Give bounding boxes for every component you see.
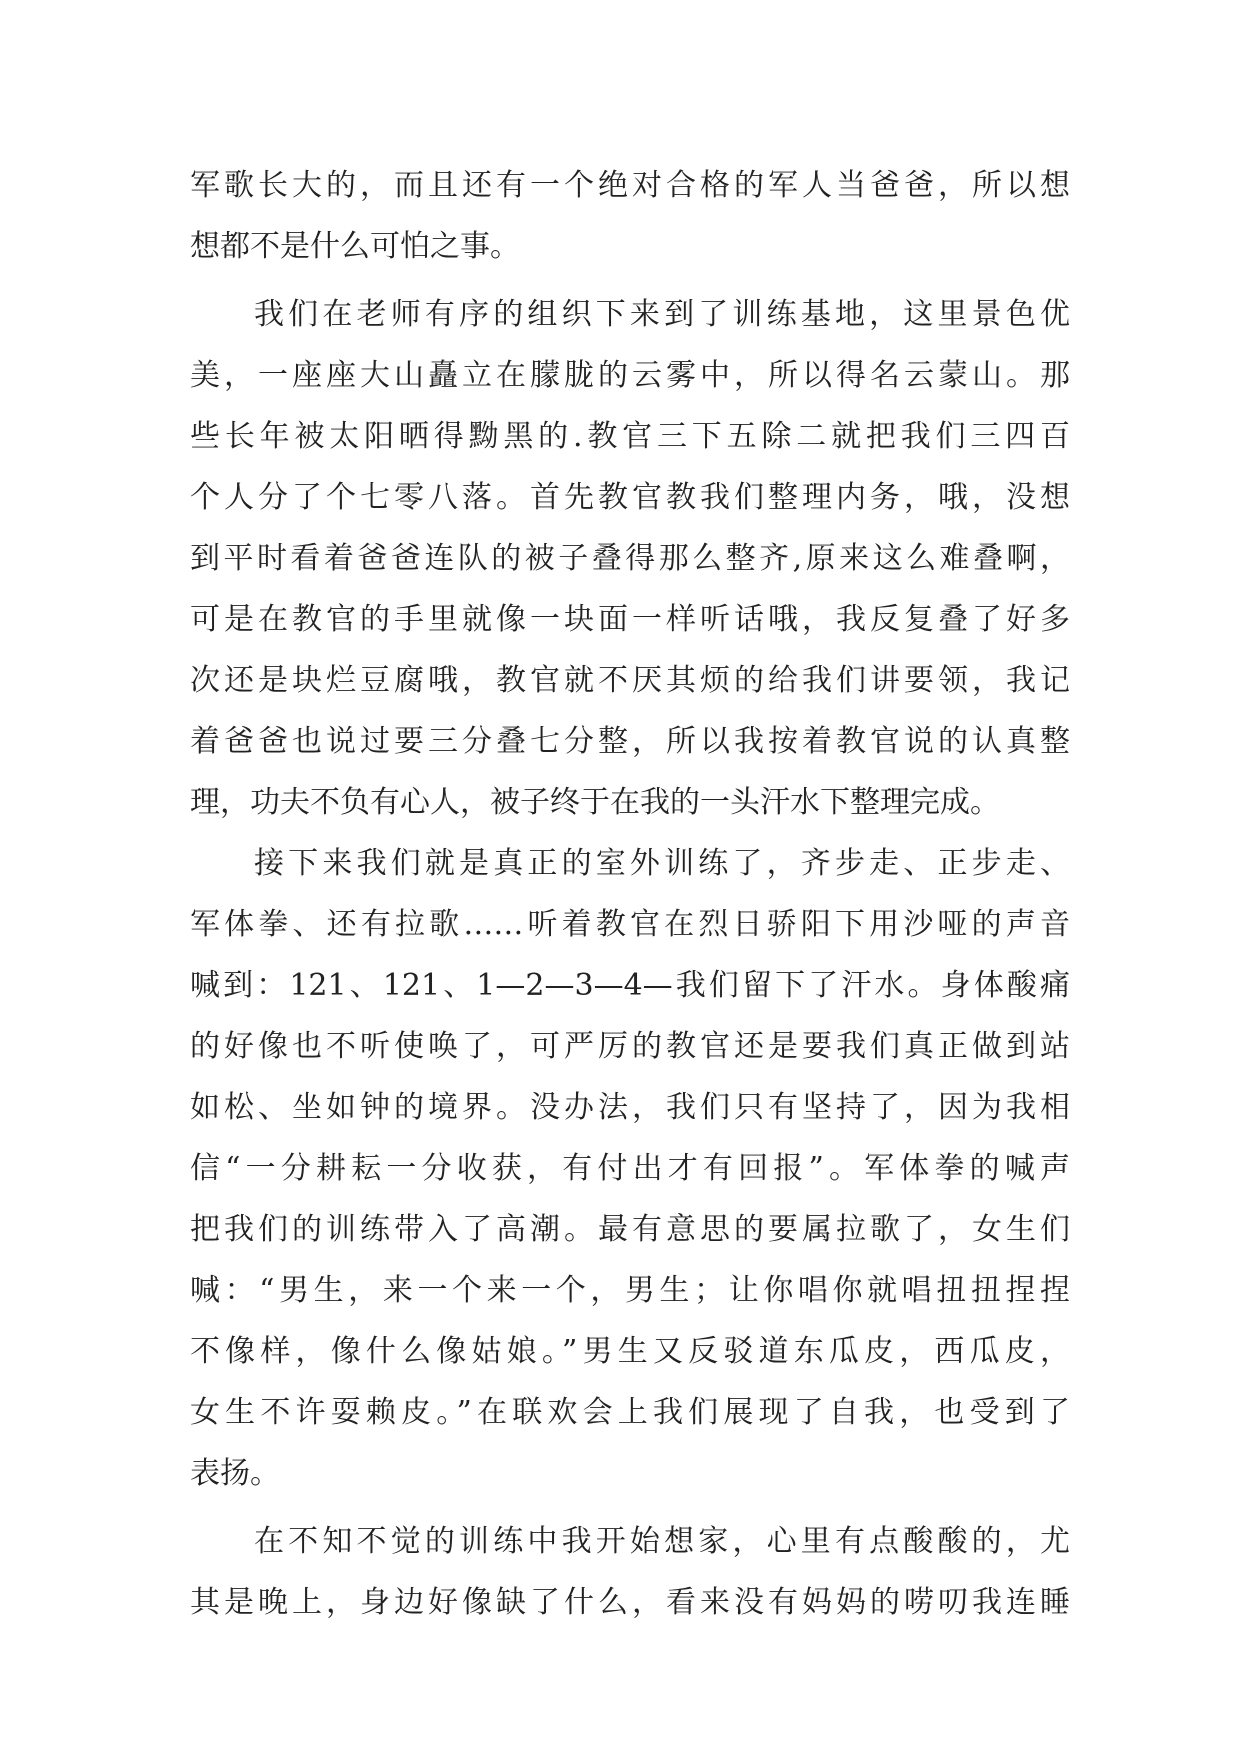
text-line: 喊到：121、121、1—2—3—4—我们留下了汗水。身体酸痛 [190, 968, 1070, 1003]
paragraph-3 [190, 833, 1070, 1504]
text-line: 可是在教官的手里就像一块面一样听话哦，我反复叠了好多 [190, 602, 1070, 637]
text-line: 到平时看着爸爸连队的被子叠得那么整齐,原来这么难叠啊， [190, 541, 1070, 576]
text-line: 美，一座座大山矗立在朦胧的云雾中，所以得名云蒙山。那 [190, 358, 1070, 393]
text-line: 个人分了个七零八落。首先教官教我们整理内务，哦，没想 [190, 480, 1070, 515]
text-line: 军歌长大的，而且还有一个绝对合格的军人当爸爸，所以想 [190, 168, 1070, 203]
text-line: 着爸爸也说过要三分叠七分整，所以我按着教官说的认真整 [190, 724, 1070, 759]
text-line: 想都不是什么可怕之事。 [190, 229, 520, 264]
text-line: 表扬。 [190, 1456, 280, 1491]
text-line: 其是晚上，身边好像缺了什么，看来没有妈妈的唠叨我连睡 [190, 1585, 1070, 1620]
text-line: 不像样，像什么像姑娘。”男生又反驳道东瓜皮，西瓜皮， [190, 1334, 1070, 1369]
text-line: 些长年被太阳晒得黝黑的.教官三下五除二就把我们三四百 [190, 419, 1070, 454]
document-body [190, 155, 1070, 1633]
text-line: 把我们的训练带入了高潮。最有意思的要属拉歌了，女生们 [190, 1212, 1070, 1247]
text-line: 理，功夫不负有心人，被子终于在我的一头汗水下整理完成。 [190, 785, 1000, 820]
text-line: 军体拳、还有拉歌……听着教官在烈日骄阳下用沙哑的声音 [190, 907, 1070, 942]
paragraph-2 [190, 284, 1070, 833]
paragraph-4 [190, 1511, 1070, 1633]
paragraph-1 [190, 155, 1070, 277]
text-line: 的好像也不听使唤了，可严厉的教官还是要我们真正做到站 [190, 1029, 1070, 1064]
text-line: 次还是块烂豆腐哦，教官就不厌其烦的给我们讲要领，我记 [190, 663, 1070, 698]
text-line: 我们在老师有序的组织下来到了训练基地，这里景色优 [254, 297, 1070, 332]
text-line: 接下来我们就是真正的室外训练了，齐步走、正步走、 [254, 846, 1070, 881]
text-line: 如松、坐如钟的境界。没办法，我们只有坚持了，因为我相 [190, 1090, 1070, 1125]
text-line: 在不知不觉的训练中我开始想家，心里有点酸酸的，尤 [254, 1524, 1070, 1559]
text-line: 喊：“男生，来一个来一个，男生；让你唱你就唱扭扭捏捏 [190, 1273, 1070, 1308]
text-line: 女生不许耍赖皮。”在联欢会上我们展现了自我，也受到了 [190, 1395, 1070, 1430]
text-line: 信“一分耕耘一分收获，有付出才有回报”。军体拳的喊声 [190, 1151, 1070, 1186]
